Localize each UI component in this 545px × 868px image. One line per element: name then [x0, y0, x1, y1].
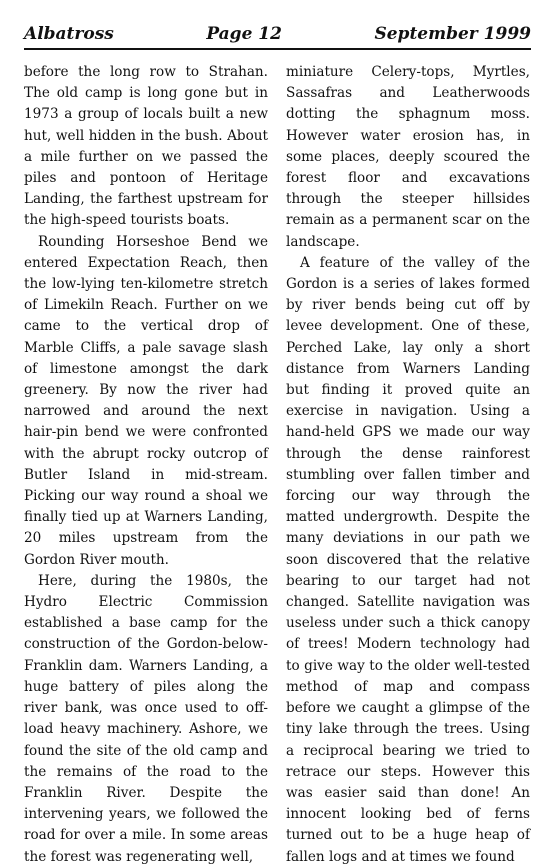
article-body — [24, 62, 531, 868]
column-left — [24, 62, 268, 868]
paragraph: before the long row to Strahan. The old camp is long gone but in 1973 a group of locals built a new hut, well hidden in the bush. About a mile further on we passed the piles and pontoon of Heritage Landing, the farthest upstream for the high-speed tourists boats. — [24, 64, 268, 229]
paragraph: Rounding Horseshoe Bend we entered Expectation Reach, then the low-lying ten-kilometre stretch of Limekiln Reach. Further on we came to the vertical drop of Marble Cliffs, a pale savage slash of limestone amongst the dark greenery. By now the river had narrowed and around the next hair-pin bend we were confronted with the abrupt rocky outcrop of Butler Island in mid-stream. Picking our way round a shoal we finally tied up at Warners Landing, 20 miles upstream from the Gordon River mouth. — [24, 233, 268, 568]
paragraph: miniature Celery-tops, Myrtles, Sassafras and Leatherwoods dotting the sphagnum moss. However water erosion has, in some places, deeply scoured the forest floor and excavations through the steeper hillsides remain as a permanent scar on the landscape. — [286, 64, 530, 250]
paragraph: Here, during the 1980s, the Hydro Electric Commission established a base camp for the construction of the Gordon-below-Franklin dam. Warners Landing, a huge battery of piles along the river bank, was once used to off-load heavy machinery. Ashore, we found the site of the old camp and the remains of the road to the Franklin River. Despite the intervening years, we followed the road for over a mile. In some areas the forest was regenerating well, — [24, 572, 268, 865]
paragraph: A feature of the valley of the Gordon is a series of lakes formed by river bends being cut off by levee development. One of these, Perched Lake, lay only a short distance from Warners Landing but finding it proved quite an exercise in navigation. Using a hand-held GPS we made our way through the dense rainforest stumbling over fallen timber and forcing our way through the matted undergrowth. Despite the many deviations in our path we soon discovered that the relative bearing to our target had not changed. Satellite navigation was useless under such a thick canopy of trees! Modern technology had to give way to the older well-tested method of map and compass before we caught a glimpse of the tiny lake through the trees. Using a reciprocal bearing we tried to retrace our steps. However this was easier said than done! An innocent looking bed of ferns turned out to be a huge heap of fallen logs and at times we found — [286, 254, 530, 865]
header-issue-date: September 1999 — [374, 24, 531, 44]
running-header — [24, 18, 531, 50]
header-publication-title: Albatross — [24, 24, 114, 44]
header-page-number: Page 12 — [206, 24, 282, 44]
column-right — [286, 62, 530, 868]
